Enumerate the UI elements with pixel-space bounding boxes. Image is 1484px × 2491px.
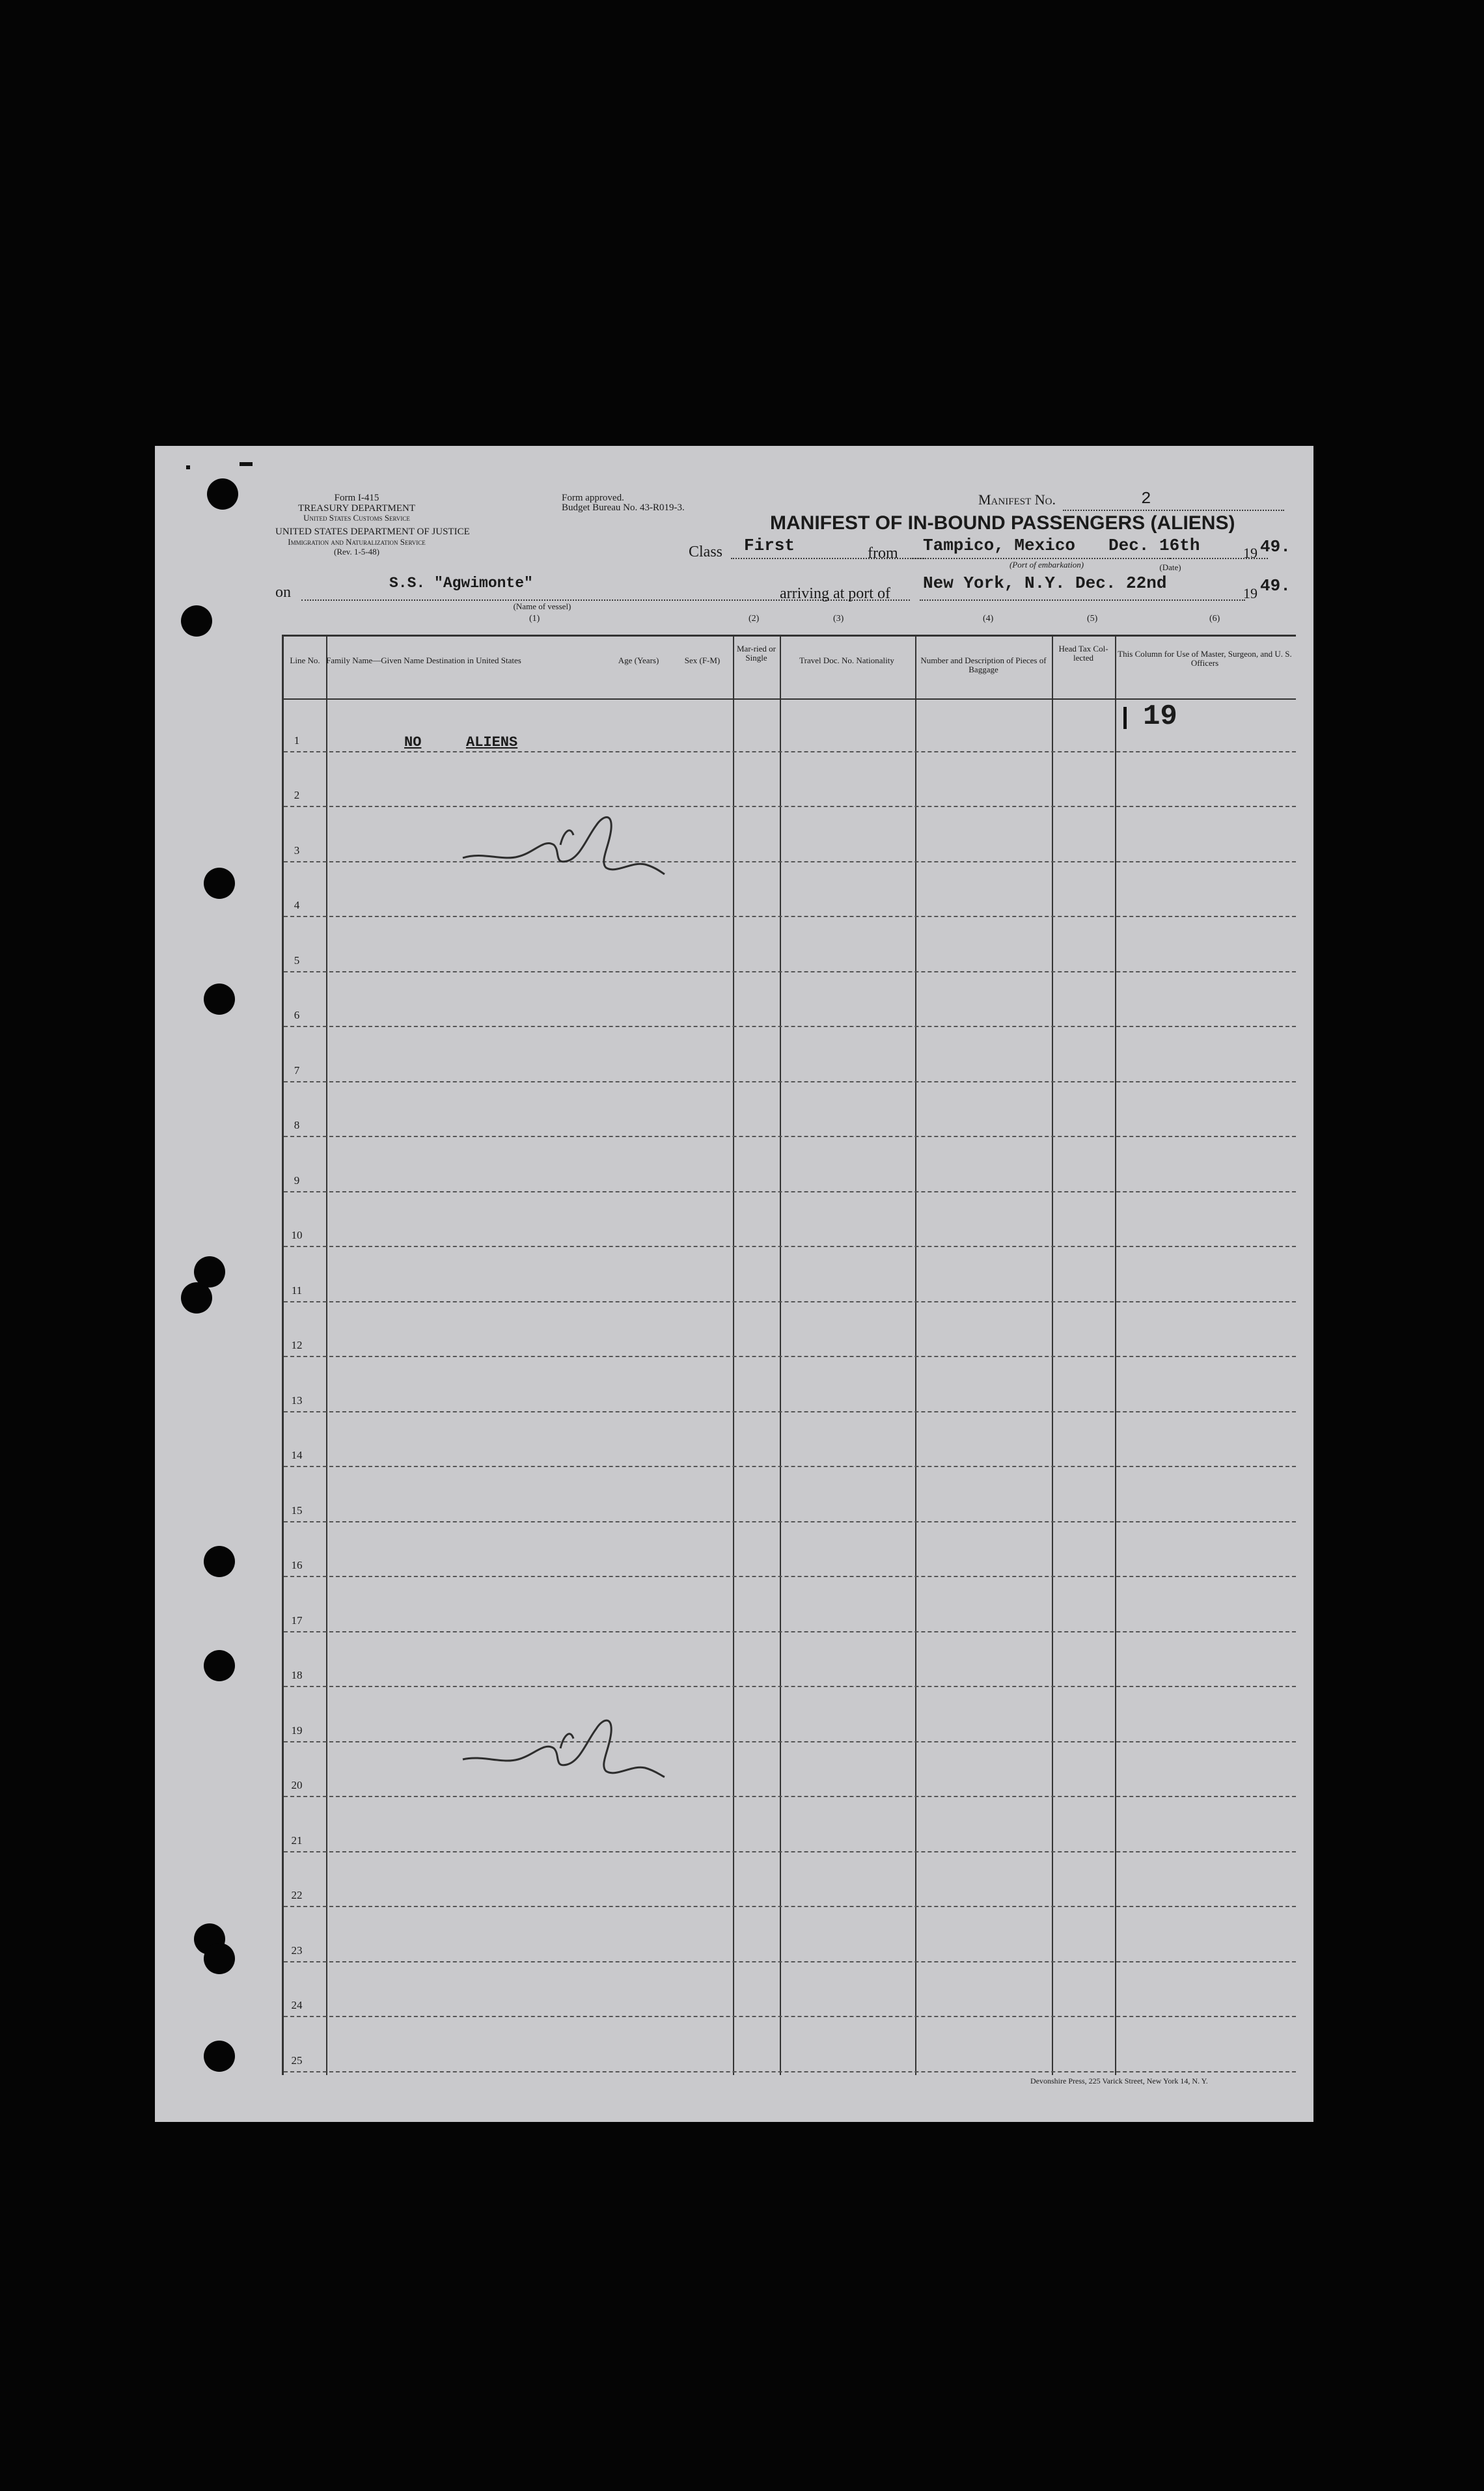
signature: [456, 799, 671, 890]
line-number: 23: [291, 1944, 303, 1957]
line-number: 3: [294, 844, 300, 857]
officer-tick-mark: [1123, 707, 1127, 729]
row-rule: [284, 1301, 1296, 1302]
row-rule: [284, 1796, 1296, 1797]
customs-service: United States Customs Service: [303, 513, 410, 523]
header-travel-doc: Travel Doc. No. Nationality: [799, 655, 894, 665]
line-number: 5: [294, 954, 300, 967]
revision: (Rev. 1-5-48): [334, 547, 379, 557]
row-rule: [284, 1026, 1296, 1027]
immigration-service: Immigration and Naturalization Service: [288, 537, 426, 547]
row-rule: [284, 1466, 1296, 1467]
manifest-sheet: [155, 446, 1313, 2122]
printer-footer: Devonshire Press, 225 Varick Street, New York 14, N. Y.: [1030, 2076, 1208, 2085]
header-married: Mar-ried or Single: [736, 644, 776, 663]
row-rule: [284, 1741, 1296, 1742]
department-of-justice: UNITED STATES DEPARTMENT OF JUSTICE: [275, 527, 470, 537]
class-value: First: [744, 536, 795, 555]
line-number: 25: [291, 2054, 303, 2067]
row-rule: [284, 1411, 1296, 1412]
line-number: 8: [294, 1119, 300, 1131]
vessel-caption: (Name of vessel): [513, 601, 571, 611]
row-rule: [284, 861, 1296, 862]
header-rule: [284, 698, 1296, 700]
column-number: (3): [833, 614, 844, 624]
punch-hole: [204, 1943, 235, 1974]
class-label: Class: [689, 544, 723, 560]
line-number: 22: [291, 1889, 303, 1901]
line-number: 12: [291, 1339, 303, 1351]
line-number: 11: [291, 1284, 303, 1297]
edge-mark: [240, 462, 253, 466]
passenger-table: [282, 635, 1296, 2075]
row-rule: [284, 1906, 1296, 1907]
officer-count: 19: [1143, 700, 1177, 733]
row-rule: [284, 1961, 1296, 1962]
manifest-no-line: [1063, 510, 1284, 511]
column-number: (2): [749, 614, 760, 624]
line-number: 4: [294, 899, 300, 911]
vessel-name: S.S. "Agwimonte": [389, 575, 533, 592]
signature: [456, 1704, 671, 1795]
row-rule: [284, 1136, 1296, 1137]
entry-no: NO: [404, 734, 422, 750]
header-officers: This Column for Use of Master, Surgeon, and U. S. Officers: [1118, 649, 1292, 668]
manifest-no-label: Manifest No.: [978, 491, 1056, 508]
row-rule: [284, 2071, 1296, 2072]
line-number: 19: [291, 1724, 303, 1737]
line-number: 18: [291, 1669, 303, 1681]
line-number: 7: [294, 1064, 300, 1077]
row-rule: [284, 1246, 1296, 1247]
line-number: 2: [294, 789, 300, 801]
punch-hole: [194, 1256, 225, 1287]
line-number: 6: [294, 1009, 300, 1021]
line-number: 16: [291, 1559, 303, 1571]
line-number: 9: [294, 1174, 300, 1187]
punch-hole: [181, 605, 212, 637]
line-number: 20: [291, 1779, 303, 1791]
date-caption: (Date): [1159, 562, 1181, 572]
row-rule: [284, 1356, 1296, 1357]
edge-mark: [186, 465, 190, 469]
line-number: 24: [291, 1999, 303, 2011]
header-head-tax: Head Tax Col-lected: [1058, 644, 1108, 663]
punch-hole: [204, 2041, 235, 2072]
row-rule: [284, 751, 1296, 752]
line-number: 1: [294, 734, 300, 747]
punch-hole: [204, 984, 235, 1015]
column-number: (6): [1209, 614, 1220, 624]
line-number: 13: [291, 1394, 303, 1407]
row-rule: [284, 1631, 1296, 1632]
row-rule: [284, 1576, 1296, 1577]
manifest-no-value: 2: [1141, 489, 1151, 508]
column-number: (5): [1087, 614, 1098, 624]
header-line-no: Line No.: [290, 655, 320, 665]
line-number: 17: [291, 1614, 303, 1627]
punch-hole: [207, 478, 238, 510]
page-title: MANIFEST OF IN-BOUND PASSENGERS (ALIENS): [770, 512, 1235, 534]
row-rule: [284, 2016, 1296, 2017]
form-number: Form I-415: [334, 493, 379, 503]
header-age: Age (Years): [618, 655, 659, 665]
port-of-embarkation: Tampico, Mexico: [923, 536, 1076, 555]
embark-year: 49.: [1260, 537, 1291, 557]
row-rule: [284, 1851, 1296, 1852]
embark-date: Dec. 16th: [1108, 536, 1200, 555]
column-number: (1): [529, 614, 540, 624]
form-approved: Form approved.: [562, 493, 624, 503]
header-baggage: Number and Description of Pieces of Baggage: [920, 655, 1047, 674]
arrival-line: [920, 599, 1245, 601]
header-name: Family Name—Given Name Destination in United States: [326, 655, 521, 665]
treasury-department: TREASURY DEPARTMENT: [297, 503, 416, 514]
column-number: (4): [983, 614, 994, 624]
row-rule: [284, 1191, 1296, 1192]
line-number: 10: [291, 1229, 303, 1241]
budget-bureau: Budget Bureau No. 43-R019-3.: [562, 502, 685, 513]
line-number: 14: [291, 1449, 303, 1461]
punch-hole: [204, 868, 235, 899]
year-prefix: 19: [1243, 585, 1257, 601]
arriving-label: arriving at port of: [780, 585, 890, 602]
row-rule: [284, 1686, 1296, 1687]
on-label: on: [275, 584, 291, 601]
line-number: 15: [291, 1504, 303, 1517]
entry-aliens: ALIENS: [466, 734, 518, 750]
arrival-year: 49.: [1260, 576, 1291, 596]
punch-hole: [204, 1546, 235, 1577]
line-number: 21: [291, 1834, 303, 1847]
row-rule: [284, 916, 1296, 917]
header-sex: Sex (F-M): [684, 655, 721, 665]
port-caption: (Port of embarkation): [1009, 560, 1084, 570]
from-line: [910, 558, 1170, 559]
row-rule: [284, 1521, 1296, 1522]
row-rule: [284, 806, 1296, 807]
year-prefix: 19: [1243, 545, 1257, 561]
row-rule: [284, 971, 1296, 972]
from-label: from: [868, 545, 898, 562]
arrival-port-date: New York, N.Y. Dec. 22nd: [923, 573, 1167, 593]
row-rule: [284, 1081, 1296, 1082]
punch-hole: [204, 1650, 235, 1681]
